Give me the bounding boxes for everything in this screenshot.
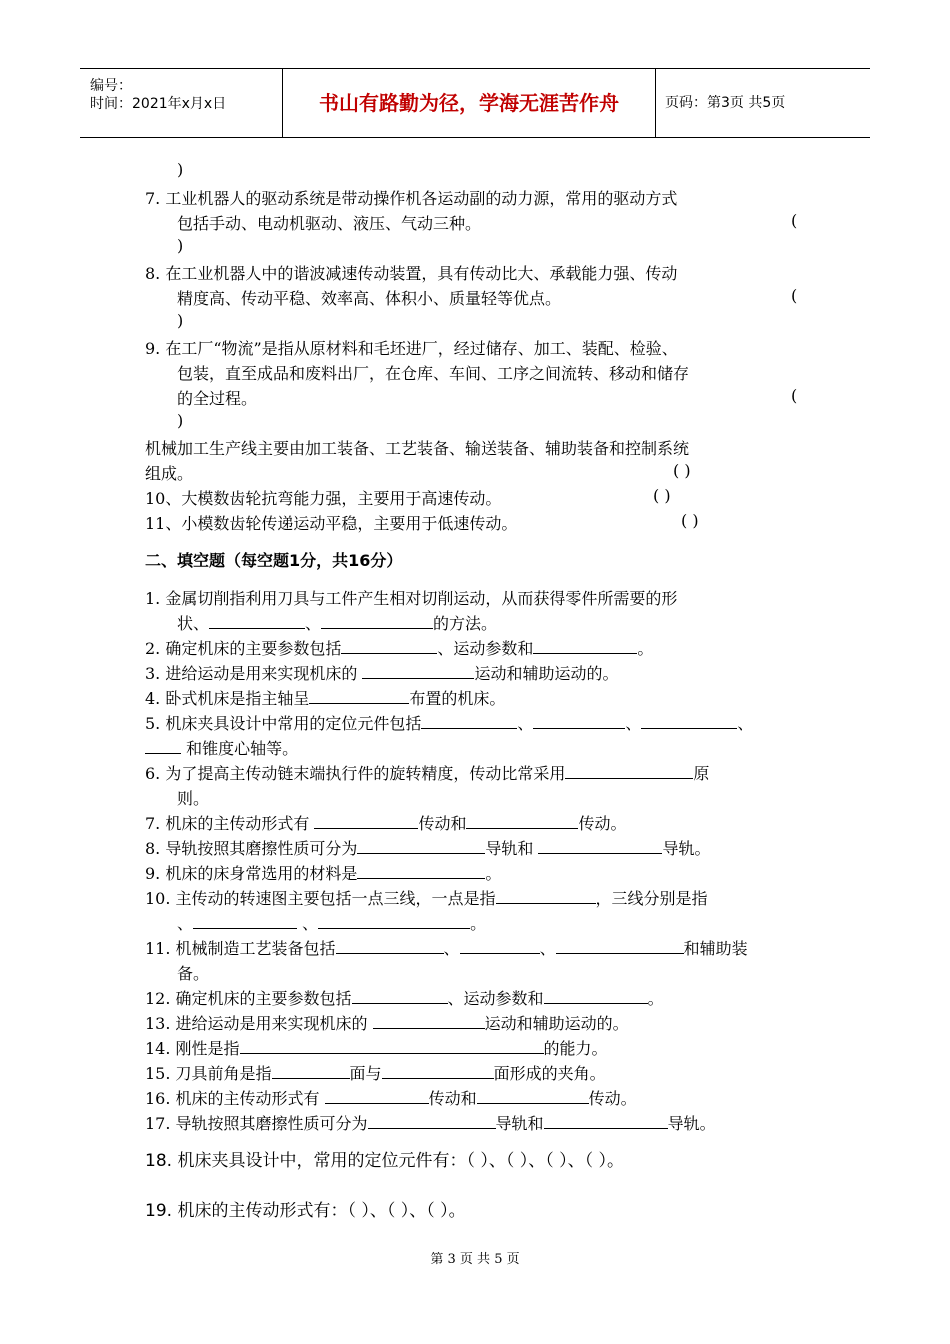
blank[interactable]	[538, 838, 662, 854]
fill-7-end: 传动。	[578, 814, 627, 833]
question-7-paren-close: )	[177, 236, 184, 255]
fill-12-end: 。	[647, 989, 664, 1008]
blank[interactable]	[309, 688, 409, 704]
fill-10-line-2	[177, 911, 486, 934]
fill-14-end: 的能力。	[543, 1039, 608, 1058]
blank[interactable]	[477, 1088, 589, 1104]
header-motto: 书山有路勤为径，学海无涯苦作舟	[283, 69, 656, 137]
fill-15-text: 15. 刀具前角是指	[145, 1064, 272, 1083]
fill-11-sep: 、	[539, 939, 556, 958]
fill-4	[145, 686, 505, 709]
fill-7	[145, 811, 626, 834]
blank[interactable]	[209, 613, 305, 629]
question-8-line-2: 精度高、传动平稳、效率高、体积小、质量轻等优点。	[177, 289, 562, 308]
question-7-line-1: 7. 工业机器人的驱动系统是带动操作机各运动副的动力源，常用的驱动方式	[145, 189, 678, 208]
blank[interactable]	[382, 1063, 494, 1079]
question-8-paren-open: (	[791, 286, 798, 305]
fill-2-mid: 、运动参数和	[437, 639, 534, 658]
question-7-line-2: 包括手动、电动机驱动、液压、气动三种。	[177, 214, 482, 233]
blank[interactable]	[357, 863, 485, 879]
fill-10-line-1	[145, 886, 708, 909]
blank[interactable]	[240, 1038, 544, 1054]
question-11: 11、小模数齿轮传递运动平稳，主要用于低速传动。	[145, 514, 518, 533]
blank[interactable]	[641, 713, 737, 729]
fill-16-end: 传动。	[588, 1089, 637, 1108]
question-8-paren-close: )	[177, 311, 184, 330]
fill-14-text: 14. 刚性是指	[145, 1039, 240, 1058]
fill-17-mid: 导轨和	[495, 1114, 544, 1133]
fill-2-end: 。	[637, 639, 654, 658]
fill-12-mid: 、运动参数和	[447, 989, 544, 1008]
question-9-line-2: 包装，直至成品和废料出厂，在仓库、车间、工序之间流转、移动和储存	[177, 364, 690, 383]
header-meta	[80, 69, 283, 137]
blank[interactable]	[421, 713, 517, 729]
page-footer: 第 3 页 共 5 页	[430, 1252, 520, 1267]
fill-10-end: 。	[470, 914, 487, 933]
fill-6-tail: 原	[693, 764, 710, 783]
fill-5-end: 和锥度心轴等。	[186, 739, 299, 758]
fill-8-text: 8. 导轨按照其磨擦性质可分为	[145, 839, 358, 858]
fill-5-sep: 、	[737, 714, 754, 733]
statement-line-2: 组成。	[145, 464, 194, 483]
time-label: 时间：2021年x月x日	[90, 96, 227, 112]
fill-8	[145, 836, 710, 859]
fill-19: 19. 机床的主传动形式有：（ ）、（ ）、（ ）。	[145, 1201, 466, 1221]
fill-16-text: 16. 机床的主传动形式有	[145, 1089, 320, 1108]
question-9-paren-close: )	[177, 411, 184, 430]
fill-10-sep: 、	[302, 914, 319, 933]
fill-6-line-2: 则。	[177, 789, 210, 808]
blank[interactable]	[496, 888, 596, 904]
fill-13-text: 13. 进给运动是用来实现机床的	[145, 1014, 368, 1033]
blank[interactable]	[352, 988, 448, 1004]
fill-4-text: 4. 卧式机床是指主轴呈	[145, 689, 310, 708]
blank[interactable]	[533, 638, 637, 654]
fill-15	[145, 1061, 606, 1084]
header-page-info: 页码：第3页 共5页	[665, 95, 786, 111]
question-8-line-1: 8. 在工业机器人中的谐波减速传动装置，具有传动比大、承载能力强、传动	[145, 264, 678, 283]
question-9-line-1: 9. 在工厂“物流”是指从原材料和毛坯进厂，经过储存、加工、装配、检验、	[145, 339, 678, 358]
blank[interactable]	[565, 763, 693, 779]
fill-1-sep: 、	[305, 614, 322, 633]
fill-2	[145, 636, 653, 659]
fill-18: 18. 机床夹具设计中，常用的定位元件有：（ ）、（ ）、（ ）、（ ）。	[145, 1151, 625, 1171]
blank[interactable]	[460, 938, 540, 954]
statement-line-1: 机械加工生产线主要由加工装备、工艺装备、输送装备、辅助装备和控制系统	[145, 439, 690, 458]
fill-3-text: 3. 进给运动是用来实现机床的	[145, 664, 358, 683]
fill-5-line-1	[145, 711, 753, 734]
fill-12-text: 12. 确定机床的主要参数包括	[145, 989, 352, 1008]
fill-9-end: 。	[485, 864, 502, 883]
blank[interactable]	[145, 738, 181, 754]
blank[interactable]	[321, 613, 433, 629]
fill-9-text: 9. 机床的床身常选用的材料是	[145, 864, 358, 883]
blank[interactable]	[314, 813, 418, 829]
fill-1-end: 的方法。	[433, 614, 498, 633]
fill-4-end: 布置的机床。	[409, 689, 506, 708]
fill-9	[145, 861, 501, 884]
blank[interactable]	[272, 1063, 350, 1079]
fill-5-sep: 、	[625, 714, 642, 733]
fill-1-line-1: 1. 金属切削指利用刀具与工件产生相对切削运动，从而获得零件所需要的形	[145, 589, 678, 608]
fill-13	[145, 1011, 629, 1034]
fill-11-tail: 和辅助装	[683, 939, 748, 958]
fill-15-end: 面形成的夹角。	[493, 1064, 606, 1083]
fill-10-mid: ，三线分别是指	[595, 889, 708, 908]
blank[interactable]	[318, 913, 470, 929]
fill-11-line-2: 备。	[177, 964, 210, 983]
blank[interactable]	[362, 663, 474, 679]
blank[interactable]	[556, 938, 684, 954]
section-title-fill-in: 二、填空题（每空题1分，共16分）	[145, 551, 403, 570]
question-10: 10、大模数齿轮抗弯能力强，主要用于高速传动。	[145, 489, 502, 508]
fill-14	[145, 1036, 608, 1059]
fill-5-sep: 、	[517, 714, 534, 733]
fill-7-mid: 传动和	[418, 814, 467, 833]
fill-1-text: 状、	[177, 614, 210, 633]
fill-8-mid: 导轨和	[485, 839, 534, 858]
fill-13-end: 运动和辅助运动的。	[484, 1014, 629, 1033]
fill-12	[145, 986, 664, 1009]
fill-10-sep: 、	[177, 914, 194, 933]
fill-3-end: 运动和辅助运动的。	[474, 664, 619, 683]
fill-17-end: 导轨。	[667, 1114, 716, 1133]
fill-2-text: 2. 确定机床的主要参数包括	[145, 639, 342, 658]
fill-15-mid: 面与	[349, 1064, 382, 1083]
fill-5-text: 5. 机床夹具设计中常用的定位元件包括	[145, 714, 422, 733]
blank[interactable]	[466, 813, 578, 829]
fill-11-text: 11. 机械制造工艺装备包括	[145, 939, 336, 958]
blank[interactable]	[533, 713, 625, 729]
fill-5-line-2	[145, 736, 298, 759]
blank[interactable]	[357, 838, 485, 854]
statement-answer-paren: ( )	[673, 461, 691, 480]
question-10-answer-paren: ( )	[653, 486, 671, 505]
blank[interactable]	[341, 638, 437, 654]
question-9-paren-open: (	[791, 386, 798, 405]
question-7-paren-open: (	[791, 211, 798, 230]
blank[interactable]	[193, 913, 297, 929]
fill-17	[145, 1111, 716, 1134]
page-header	[80, 68, 870, 138]
fill-8-end: 导轨。	[662, 839, 711, 858]
number-label: 编号：	[90, 78, 132, 94]
blank[interactable]	[544, 988, 648, 1004]
fill-7-text: 7. 机床的主传动形式有	[145, 814, 310, 833]
fill-10-text: 10. 主传动的转速图主要包括一点三线，一点是指	[145, 889, 496, 908]
fill-3	[145, 661, 618, 684]
question-9-line-3: 的全过程。	[177, 389, 258, 408]
blank[interactable]	[325, 1088, 429, 1104]
blank[interactable]	[336, 938, 444, 954]
blank[interactable]	[368, 1113, 496, 1129]
fill-16	[145, 1086, 637, 1109]
fill-16-mid: 传动和	[428, 1089, 477, 1108]
question-11-answer-paren: ( )	[681, 511, 699, 530]
fill-6-line-1	[145, 761, 709, 784]
blank[interactable]	[373, 1013, 485, 1029]
fill-17-text: 17. 导轨按照其磨擦性质可分为	[145, 1114, 368, 1133]
blank[interactable]	[544, 1113, 668, 1129]
fill-11-line-1	[145, 936, 748, 959]
fill-6-text: 6. 为了提高主传动链末端执行件的旋转精度，传动比常采用	[145, 764, 566, 783]
continued-paren: )	[177, 160, 184, 179]
fill-11-sep: 、	[443, 939, 460, 958]
fill-1-line-2	[177, 611, 497, 634]
